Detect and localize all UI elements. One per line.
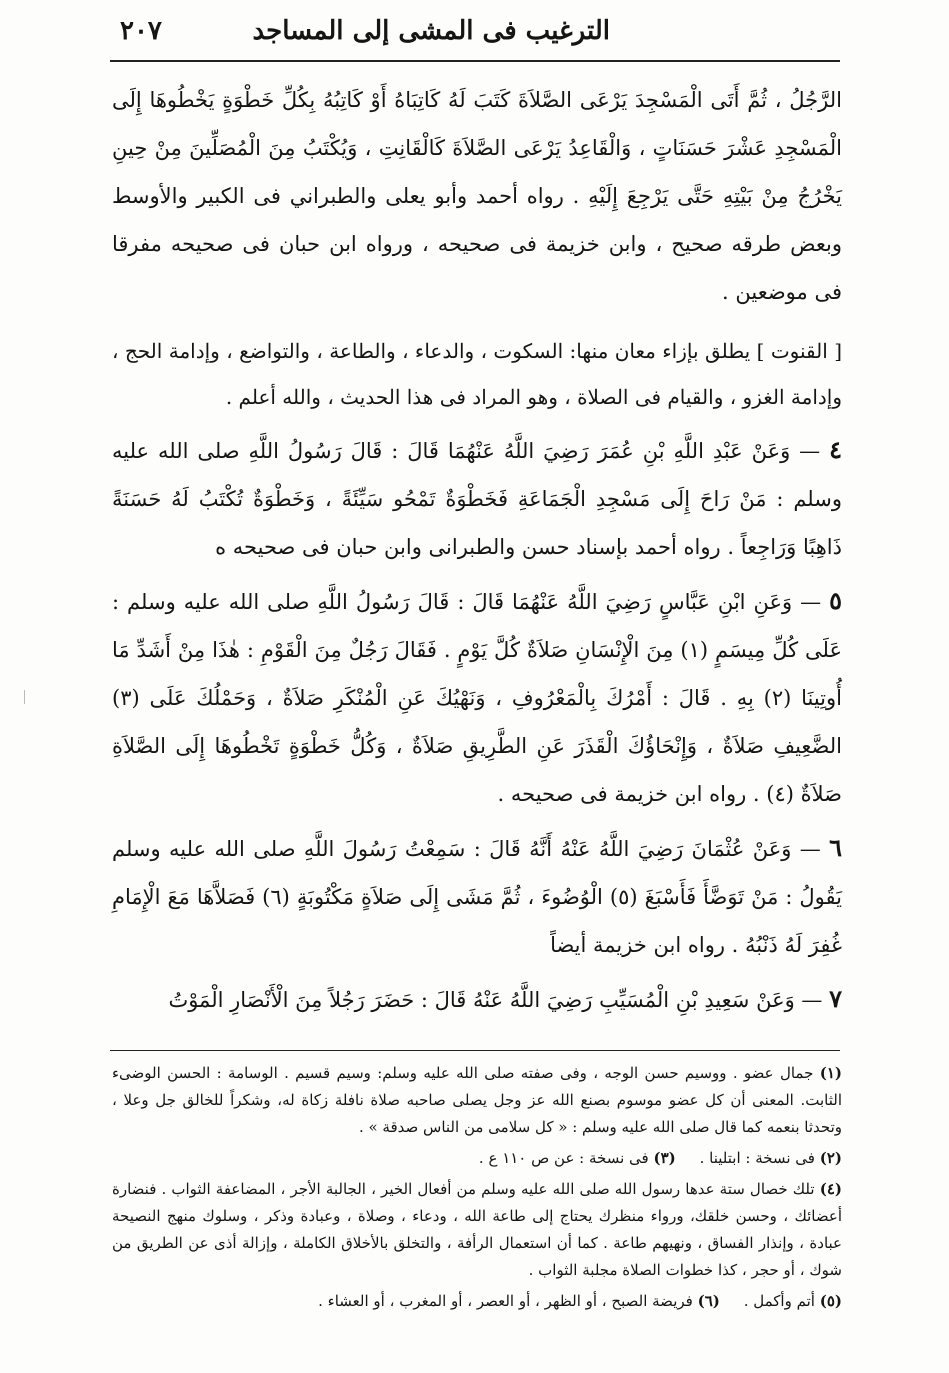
footnote-text: تلك خصال ستة عدها رسول الله صلى الله عليه وسلم من أفعال الخير ، الجالبة الأجر ، المضاعفة الثواب . فنضارة أعضائك ، وحسن خلقك، ورواء منظرك يحتاج إلى طاعة الله ، ودعاء ، وصلاة ، وعبادة وذكر ، وسلوك منهج النصيحة عبادة ، وإنذار الفساق ، ونهيهم طاعة . كما أن استعمال الرأفة ، والتخلق بالأخلاق الكاملة ، وإزالة أذى عن الطريق من شوك ، أو حجر ، كذا خطوات الصلاة مجلبة الثواب . (112, 1180, 842, 1279)
footnote-number: (٣) (653, 1149, 676, 1167)
hadith-6 (112, 824, 842, 969)
footnote-number: (٥) (819, 1292, 842, 1310)
hadith-7 (112, 975, 842, 1024)
main-text (112, 76, 842, 1024)
hadith-number: ٧ (829, 984, 842, 1013)
footnote-text: فريضة الصبح ، أو الظهر ، أو العصر ، أو المغرب ، أو العشاء . (318, 1292, 693, 1310)
header-rule (110, 60, 840, 62)
hadith-text: — وَعَنْ سَعِيدِ بْنِ الْمُسَيِّبِ رَضِيَ اللَّهُ عَنْهُ قَالَ : حَضَرَ رَجُلاً مِنَ الْأَنْصَارِ الْمَوْتُ (168, 988, 823, 1012)
footnote-text: جمال عضو . ووسيم حسن الوجه ، وفى صفته صلى الله عليه وسلم: وسيم قسيم . الوسامة : الحسن الوضىء الثابت. المعنى أن كل عضو موسوم بصنع الله عز وجل يصلى صاحبه صلاة نافلة زكاة له، وشكراً للخالق جل وعلا ، وتحدثا بنعمه كما قال صلى الله عليه وسلم : « كل سلامى من الناس صدقة » . (112, 1064, 842, 1136)
footnote-number: (٤) (819, 1180, 842, 1198)
hadith-number: ٥ (829, 586, 842, 615)
footnote-number: (٦) (697, 1292, 720, 1310)
hadith-text: — وَعَنْ عَبْدِ اللَّهِ بْنِ عُمَرَ رَضِيَ اللَّهُ عَنْهُمَا قَالَ : قَالَ رَسُولُ اللَّهِ صلى الله عليه وسلم : مَنْ رَاحَ إِلَى مَسْجِدِ الْجَمَاعَةِ فَخَطْوَةٌ تَمْحُو سَيِّئَةً ، وَخَطْوَةٌ تُكْتَبُ لَهُ حَسَنَةً ذَاهِبًا وَرَاجِعاً . رواه أحمد بإسناد حسن والطبرانى وابن حبان فى صحيحه ه (112, 439, 842, 559)
footnote-2-3 (112, 1145, 842, 1172)
page-number: ٢٠٧ (120, 16, 162, 46)
footnote-4 (112, 1176, 842, 1284)
footnote-rule (110, 1050, 840, 1051)
footnote-text: أتم وأكمل . (743, 1292, 815, 1310)
hadith-number: ٦ (829, 833, 842, 862)
chapter-title: الترغيب فى المشى إلى المساجد (252, 16, 610, 46)
hadith-text: — وَعَنِ ابْنِ عَبَّاسٍ رَضِيَ اللَّهُ عَنْهُمَا قَالَ : قَالَ رَسُولُ اللَّهِ صلى الله عليه وسلم : عَلَى كُلِّ مِيسَمٍ (١) مِنَ الْإِنْسَانِ صَلاَةٌ كُلَّ يَوْمٍ . فَقَالَ رَجُلٌ مِنَ الْقَوْمِ : هٰذَا مِنْ أَشَدِّ مَا أُوتِينَا (٢) بِهِ . قَالَ : أَمْرُكَ بِالْمَعْرُوفِ ، وَنَهْيُكَ عَنِ الْمُنْكَرِ صَلاَةٌ ، وَحَمْلُكَ عَلَى (٣) الضَّعِيفِ صَلاَةٌ ، وَإِنْحَاؤُكَ الْقَذَرَ عَنِ الطَّرِيقِ صَلاَةٌ ، وَكُلُّ خَطْوَةٍ تَخْطُوهَا إِلَى الصَّلاَةِ صَلاَةٌ (٤) . رواه ابن خزيمة فى صحيحه . (112, 590, 843, 806)
definition-note: [ القنوت ] يطلق بإزاء معان منها: السكوت ، والدعاء ، والطاعة ، والتواضع ، وإدامة الحج ، وإدامة الغزو ، والقيام فى الصلاة ، وهو المراد فى هذا الحديث ، والله أعلم . (112, 339, 842, 409)
footnote-1 (112, 1060, 842, 1141)
footnote-text: فى نسخة : ابتلينا . (699, 1149, 815, 1167)
footnote-5-6 (112, 1288, 842, 1315)
footnote-number: (١) (819, 1064, 842, 1082)
page-header (110, 12, 840, 52)
margin-mark (24, 690, 25, 704)
hadith-4 (112, 426, 842, 571)
hadith-5 (112, 577, 842, 818)
footnote-number: (٢) (819, 1149, 842, 1167)
footnotes (112, 1060, 842, 1315)
hadith-number: ٤ (829, 435, 842, 464)
paragraph-continuation: الرَّجُلُ ، ثُمَّ أَتَى الْمَسْجِدَ يَرْعَى الصَّلاَةَ كَتَبَ لَهُ كَاتِبَاهُ أَوْ كَاتِبُهُ بِكُلِّ خَطْوَةٍ يَخْطُوهَا إِلَى الْمَسْجِدِ عَشْرَ حَسَنَاتٍ ، وَالْقَاعِدُ يَرْعَى الصَّلاَةَ كَالْقَانِتِ ، وَيُكْتَبُ مِنَ الْمُصَلِّينَ مِنْ حِينِ يَخْرُجُ مِنْ بَيْتِهِ حَتَّى يَرْجِعَ إِلَيْهِ . رواه أحمد وأبو يعلى والطبراني فى الكبير والأوسط وبعض طرقه صحيح ، وابن خزيمة فى صحيحه ، ورواه ابن حبان فى صحيحه مفرقا فى موضعين . (112, 88, 842, 304)
hadith-text: — وَعَنْ عُثْمَانَ رَضِيَ اللَّهُ عَنْهُ أَنَّهُ قَالَ : سَمِعْتُ رَسُولَ اللَّهِ صلى الله عليه وسلم يَقُولُ : مَنْ تَوَضَّأَ فَأَسْبَغَ (٥) الْوُضُوءَ ، ثُمَّ مَشَى إِلَى صَلاَةٍ مَكْتُوبَةٍ (٦) فَصَلاَّهَا مَعَ الْإِمَامِ غُفِرَ لَهُ ذَنْبُهُ . رواه ابن خزيمة أيضاً (112, 837, 842, 957)
footnote-text: فى نسخة : عن ص ١١٠ ع . (478, 1149, 649, 1167)
